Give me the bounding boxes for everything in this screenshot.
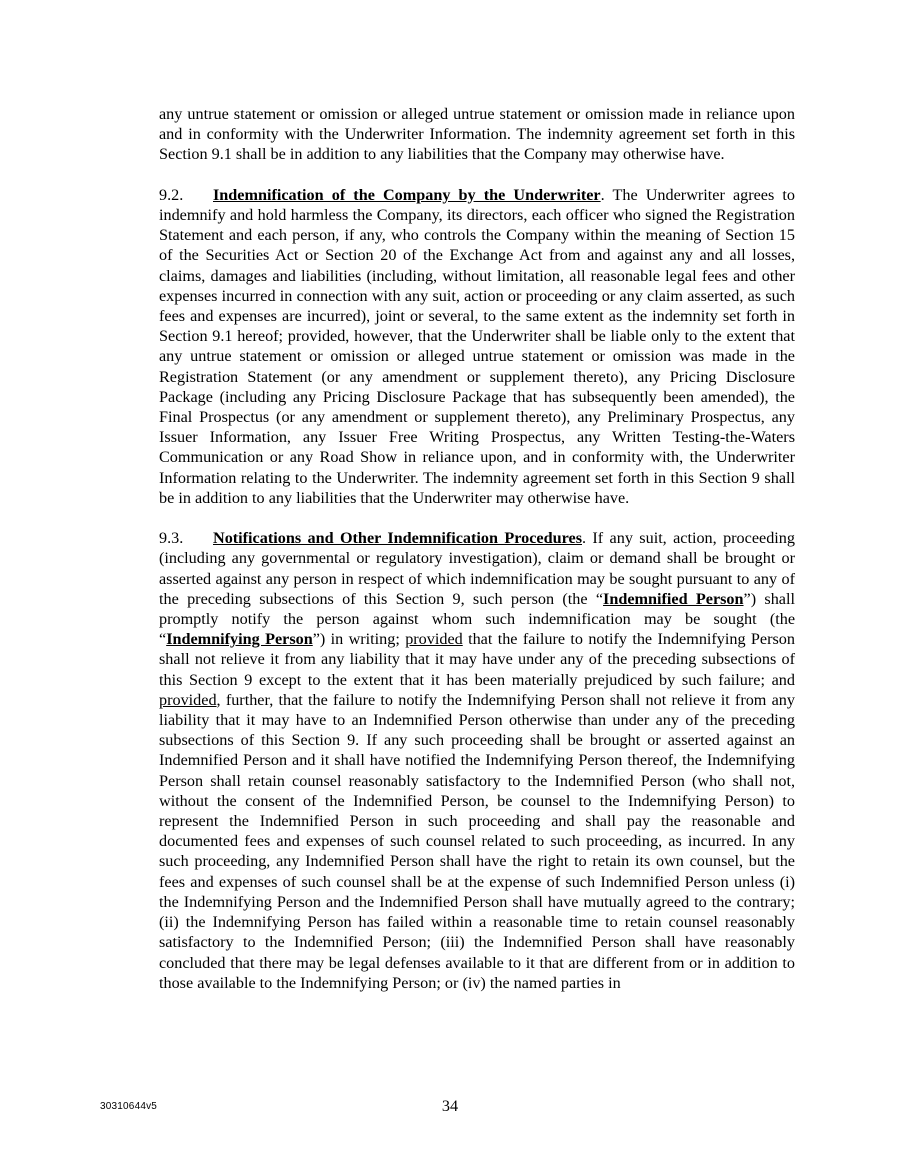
section-text: . If any suit, action, proceeding (including any governmental or regulatory investigation), claim or demand shall be brought or asserted against any person in respect of which indemnification may be sought pursuant to any of the preceding subsections of this Section 9, such person (the “ [159, 529, 795, 608]
section-9-2 [159, 185, 795, 508]
section-number: 9.2. [159, 185, 184, 204]
page-number: 34 [441, 1097, 459, 1115]
paragraph-continuation [159, 104, 795, 165]
provided-term: provided [405, 630, 463, 649]
section-heading: Notifications and Other Indemnification Procedures [213, 529, 582, 548]
section-text: , further, that the failure to notify the Indemnifying Person shall not relieve it from any liability that it may have to an Indemnified Person otherwise than under any of the preceding subsections of this Section 9. If any such proceeding shall be brought or asserted against an Indemnified Person and it shall have notified the Indemnifying Person thereof, the Indemnifying Person shall retain counsel reasonably satisfactory to the Indemnified Person (who shall not, without the consent of the Indemnified Person, be counsel to the Indemnifying Person) to represent the Indemnified Person in such proceeding and shall pay the reasonable and documented fees and expenses of such counsel related to such proceeding, as incurred. In any such proceeding, any Indemnified Person shall have the right to retain its own counsel, but the fees and expenses of such counsel shall be at the expense of such Indemnified Person unless (i) the Indemnifying Person and the Indemnified Person shall have mutually agreed to the contrary; (ii) the Indemnifying Person has failed within a reasonable time to retain counsel reasonably satisfactory to the Indemnified Person; (iii) the Indemnified Person shall have reasonably concluded that there may be legal defenses available to it that are different from or in addition to those available to the Indemnifying Person; or (iv) the named parties in [159, 690, 795, 992]
paragraph-text: any untrue statement or omission or alleged untrue statement or omission made in reliance upon and in conformity with the Underwriter Information. The indemnity agreement set forth in this Section 9.1 shall be in addition to any liabilities that the Company may otherwise have. [159, 105, 795, 164]
section-text: . The Underwriter agrees to indemnify and hold harmless the Company, its directors, each officer who signed the Registration Statement and each person, if any, who controls the Company within the meaning of Section 15 of the Securities Act or Section 20 of the Exchange Act from and against any and all losses, claims, damages and liabilities (including, without limitation, all reasonable legal fees and other expenses incurred in connection with any suit, action or proceeding or any claim asserted, as such fees and expenses are incurred), joint or several, to the same extent as the indemnity set forth in Section 9.1 hereof; provided, however, that the Underwriter shall be liable only to the extent that any untrue statement or omission or alleged untrue statement or omission was made in the Registration Statement (or any amendment or supplement thereto), any Pricing Disclosure Package (including any Pricing Disclosure Package that has subsequently been amended), the Final Prospectus (or any amendment or supplement thereto), any Preliminary Prospectus, any Issuer Information, any Issuer Free Writing Prospectus, any Written Testing-the-Waters Communication or any Road Show in reliance upon, and in conformity with, the Underwriter Information relating to the Underwriter. The indemnity agreement set forth in this Section 9 shall be in addition to any liabilities that the Underwriter may otherwise have. [159, 185, 795, 507]
section-number: 9.3. [159, 529, 184, 548]
section-9-3 [159, 528, 795, 993]
provided-term: provided [159, 690, 217, 709]
section-heading: Indemnification of the Company by the Underwriter [213, 185, 601, 204]
section-text: that the failure to notify the Indemnifying Person shall not relieve it from any liability that it may have under any of the preceding subsections of this Section 9 except to the extent that it has been materially prejudiced by such failure; and [159, 630, 795, 689]
defined-term-indemnifying-person: Indemnifying Person [166, 630, 313, 649]
defined-term-indemnified-person: Indemnified Person [603, 589, 744, 608]
section-text: ”) shall promptly notify the person against whom such indemnification may be sought (the “ [159, 589, 795, 649]
document-body [159, 104, 795, 1013]
section-text: ”) in writing; [312, 630, 406, 649]
document-id: 30310644v5 [100, 1101, 158, 1112]
